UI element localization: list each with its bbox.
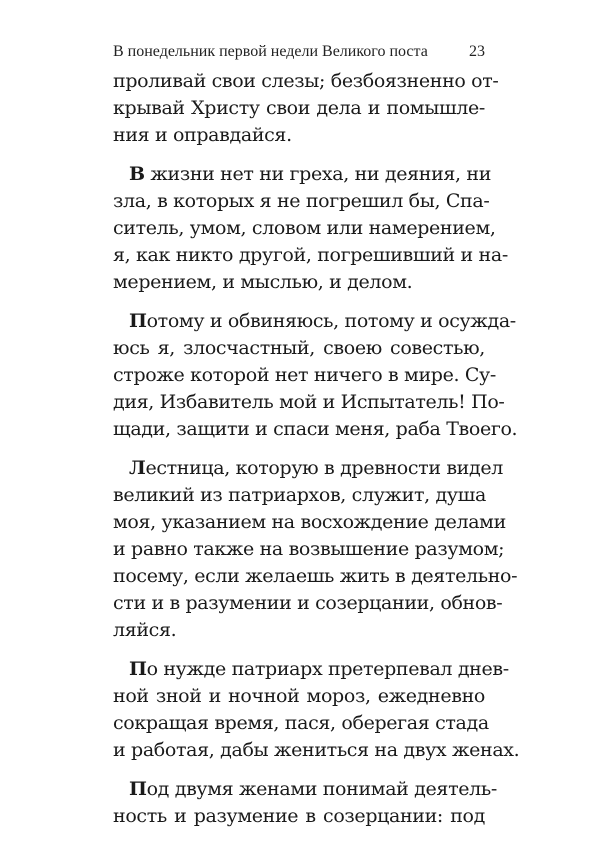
running-title: В понедельник первой недели Великого поста [113, 43, 428, 60]
text-line: сокращая время, пася, оберегая стада [113, 712, 489, 734]
text-line: великий из патриархов, служит, душа [113, 484, 486, 506]
text-line: крывай Христу свои дела и помышле- [113, 97, 485, 119]
text-line: ния и оправдайся. [113, 124, 292, 146]
paragraph-initial: П [129, 658, 147, 680]
text-line: моя, указанием на восхождение делами [113, 511, 506, 533]
text-line: и равно также на возвышение разумом; [113, 538, 505, 560]
text-line: строже которой нет ничего в мире. Су- [113, 364, 496, 386]
paragraph-initial: Л [129, 457, 146, 479]
text-line [113, 308, 516, 335]
text-line: посему, если желаешь жить в деятельно- [113, 565, 518, 587]
text-line [113, 455, 503, 482]
paragraph-initial: П [129, 310, 147, 332]
text-line [113, 161, 492, 188]
paragraph [113, 455, 518, 644]
line-text: од двумя женами понимай деятель- [146, 778, 497, 800]
paragraph-initial: В [129, 163, 145, 185]
text-line: юсь я, злосчастный, своею совестью, [113, 337, 485, 359]
text-line: проливай свои слезы; безбоязненно от- [113, 70, 499, 92]
line-text: о нужде патриарх претерпевал днев- [146, 658, 509, 680]
page-number: 23 [469, 43, 485, 60]
line-text: жизни нет ни греха, ни деяния, ни [144, 163, 492, 185]
text-line: мерением, и мыслью, и делом. [113, 271, 413, 293]
page-body [113, 68, 520, 842]
text-line [113, 656, 509, 683]
text-line: ной зной и ночной мороз, ежедневно [113, 685, 485, 707]
paragraph-initial: П [129, 778, 147, 800]
text-line: сти и в разумении и созерцании, обнов- [113, 592, 503, 614]
text-line: щади, защити и спаси меня, раба Твоего. [113, 418, 518, 440]
paragraph [113, 308, 518, 443]
text-line: зла, в которых я не погрешил бы, Спа- [113, 190, 490, 212]
text-line: ность и разумение в созерцании: под [113, 805, 485, 827]
paragraph [113, 68, 499, 149]
text-line: ситель, умом, словом или намерением, [113, 217, 496, 239]
paragraph [113, 161, 508, 296]
paragraph [113, 656, 520, 764]
text-line: ляйся. [113, 619, 177, 641]
running-header [113, 41, 485, 63]
text-line: и работая, дабы жениться на двух женах. [113, 739, 520, 761]
line-text: отому и обвиняюсь, потому и осужда- [146, 310, 516, 332]
text-line: дия, Избавитель мой и Испытатель! По- [113, 391, 505, 413]
line-text: естница, которую в древности видел [145, 457, 503, 479]
text-line: я, как никто другой, погрешивший и на- [113, 244, 508, 266]
paragraph [113, 776, 497, 830]
text-line [113, 776, 497, 803]
